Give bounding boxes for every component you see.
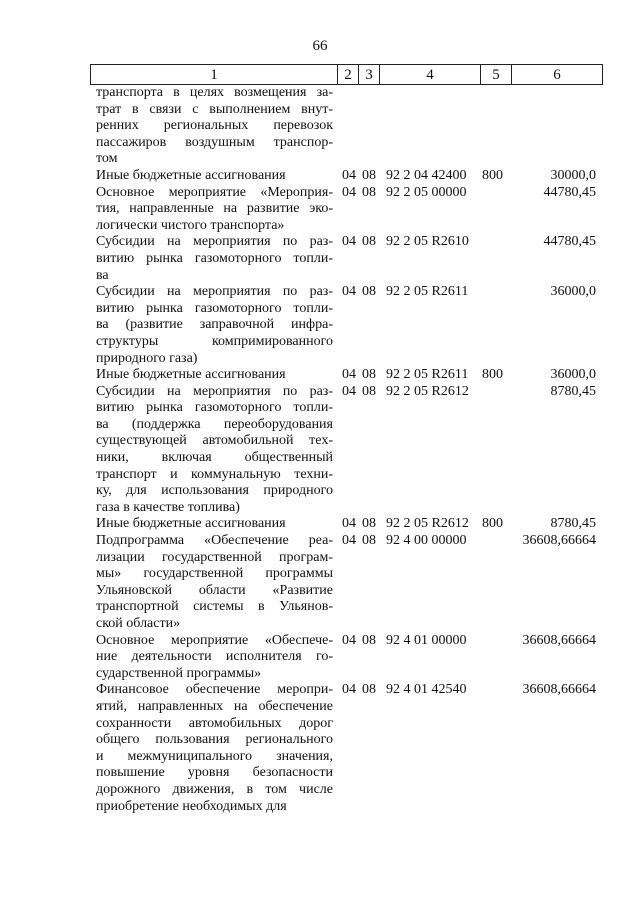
header-cell-vr: 5 (481, 65, 512, 85)
description-line: витию рынка газомоторного топли- (96, 250, 333, 266)
table-row (96, 284, 636, 367)
table-row (96, 85, 636, 168)
row-description (96, 533, 333, 633)
description-line: ники, включая общественный (96, 450, 333, 466)
row-csr: 92 2 05 R2611 (386, 284, 469, 300)
table-row (96, 168, 636, 185)
description-line: повышение уровня безопасности (96, 765, 333, 781)
description-line: Подпрограмма «Обеспечение реа- (96, 533, 333, 549)
description-line: транспорта в целях возмещения за- (96, 85, 333, 100)
description-line: ку, для использования природного (96, 483, 333, 499)
header-cell-sum: 6 (512, 65, 603, 85)
description-line: ятий, направленных на обеспечение (96, 698, 333, 714)
table-header (90, 64, 603, 85)
description-line: ние деятельности исполнителя го- (96, 649, 333, 665)
row-rz: 04 (342, 383, 356, 399)
row-description (96, 367, 333, 384)
description-line: сударственной программы» (96, 665, 262, 681)
description-line: структуры компримированного (96, 333, 333, 349)
row-description (96, 384, 333, 517)
description-line: том (96, 151, 118, 167)
row-sum: 8780,45 (550, 516, 596, 532)
row-csr: 92 2 04 42400 (386, 167, 467, 183)
row-sum: 36608,66664 (522, 632, 596, 648)
row-description (96, 234, 333, 284)
row-csr: 92 2 05 R2612 (386, 516, 469, 532)
row-rz: 04 (342, 516, 356, 532)
row-description (96, 85, 333, 168)
row-rz: 04 (342, 184, 356, 200)
description-line: Субсидии на мероприятия по раз- (96, 284, 333, 300)
description-line: Основное мероприятие «Мероприя- (96, 184, 333, 200)
row-csr: 92 4 00 00000 (386, 533, 467, 549)
description-line: приобретение необходимых для (96, 798, 287, 814)
description-line: ской области» (96, 616, 181, 631)
row-sum: 44780,45 (543, 234, 596, 250)
description-line: ва (96, 267, 109, 283)
row-vr: 800 (482, 516, 503, 532)
row-rz: 04 (342, 367, 356, 383)
row-csr: 92 2 05 R2610 (386, 234, 469, 250)
table-row (96, 185, 636, 235)
description-line: Субсидии на мероприятия по раз- (96, 234, 333, 250)
row-csr: 92 2 05 00000 (386, 184, 467, 200)
table-row (96, 533, 636, 633)
header-cell-description: 1 (91, 65, 338, 85)
description-line: транспорт и коммунальную техни- (96, 466, 333, 482)
description-line: Иные бюджетные ассигнования (96, 516, 286, 532)
header-cell-rz: 2 (338, 65, 359, 85)
header-cell-csr: 4 (380, 65, 481, 85)
description-line: и межмуниципального значения, (96, 748, 333, 764)
row-rz: 04 (342, 167, 356, 183)
row-csr: 92 4 01 00000 (386, 632, 467, 648)
row-pr: 08 (362, 167, 376, 183)
row-pr: 08 (362, 516, 376, 532)
description-line: витию рынка газомоторного топли- (96, 300, 333, 316)
description-line: природного газа) (96, 350, 198, 366)
page-number: 66 (312, 38, 328, 54)
description-line: трат в связи с выполнением внут- (96, 101, 333, 117)
row-rz: 04 (342, 284, 356, 300)
description-line: дорожного движения, в том числе (96, 781, 333, 797)
description-line: сохранности автомобильных дорог (96, 715, 333, 731)
row-rz: 04 (342, 632, 356, 648)
header-cell-pr: 3 (359, 65, 380, 85)
row-pr: 08 (362, 632, 376, 648)
description-line: общего пользования регионального (96, 732, 333, 748)
description-line: существующей автомобильной тех- (96, 433, 333, 449)
row-sum: 36000,0 (550, 367, 596, 383)
row-pr: 08 (362, 533, 376, 549)
row-description (96, 516, 333, 533)
row-rz: 04 (342, 533, 356, 549)
description-line: Основное мероприятие «Обеспече- (96, 632, 333, 648)
table-row (96, 682, 636, 815)
description-line: Финансовое обеспечение меропри- (96, 682, 333, 698)
table-row (96, 516, 636, 533)
row-pr: 08 (362, 284, 376, 300)
description-line: Иные бюджетные ассигнования (96, 167, 286, 183)
row-csr: 92 2 05 R2611 (386, 367, 469, 383)
description-line: газа в качестве топлива) (96, 499, 240, 515)
table-row (96, 367, 636, 384)
description-line: Ульяновской области «Развитие (96, 582, 333, 598)
row-rz: 04 (342, 234, 356, 250)
row-csr: 92 2 05 R2612 (386, 383, 469, 399)
description-line: Иные бюджетные ассигнования (96, 367, 286, 383)
description-line: витию рынка газомоторного топли- (96, 400, 333, 416)
row-description (96, 168, 333, 185)
description-line: ва (развитие заправочной инфра- (96, 317, 333, 333)
row-pr: 08 (362, 682, 376, 698)
row-description (96, 185, 333, 235)
row-description (96, 633, 333, 683)
row-pr: 08 (362, 383, 376, 399)
description-line: тия, направленные на развитие эко- (96, 201, 333, 217)
row-sum: 44780,45 (543, 184, 596, 200)
description-line: лизации государственной програм- (96, 549, 333, 565)
description-line: мы» государственной программы (96, 566, 333, 582)
table-row (96, 633, 636, 683)
row-pr: 08 (362, 234, 376, 250)
row-pr: 08 (362, 367, 376, 383)
row-sum: 30000,0 (550, 167, 596, 183)
description-line: логически чистого транспорта» (96, 217, 285, 233)
table-body (96, 85, 636, 815)
table-row (96, 234, 636, 284)
table-row (96, 384, 636, 517)
row-description (96, 284, 333, 367)
description-line: ренних региональных перевозок (96, 118, 333, 134)
description-line: транспортной системы в Ульянов- (96, 599, 333, 615)
description-line: пассажиров воздушным транспор- (96, 134, 333, 150)
row-vr: 800 (482, 367, 503, 383)
row-rz: 04 (342, 682, 356, 698)
row-description (96, 682, 333, 815)
description-line: ва (поддержка переоборудования (96, 416, 333, 432)
row-sum: 36608,66664 (522, 682, 596, 698)
row-sum: 36000,0 (550, 284, 596, 300)
description-line: Субсидии на мероприятия по раз- (96, 383, 333, 399)
row-sum: 8780,45 (550, 383, 596, 399)
row-pr: 08 (362, 184, 376, 200)
row-csr: 92 4 01 42540 (386, 682, 467, 698)
row-sum: 36608,66664 (522, 533, 596, 549)
row-vr: 800 (482, 167, 503, 183)
